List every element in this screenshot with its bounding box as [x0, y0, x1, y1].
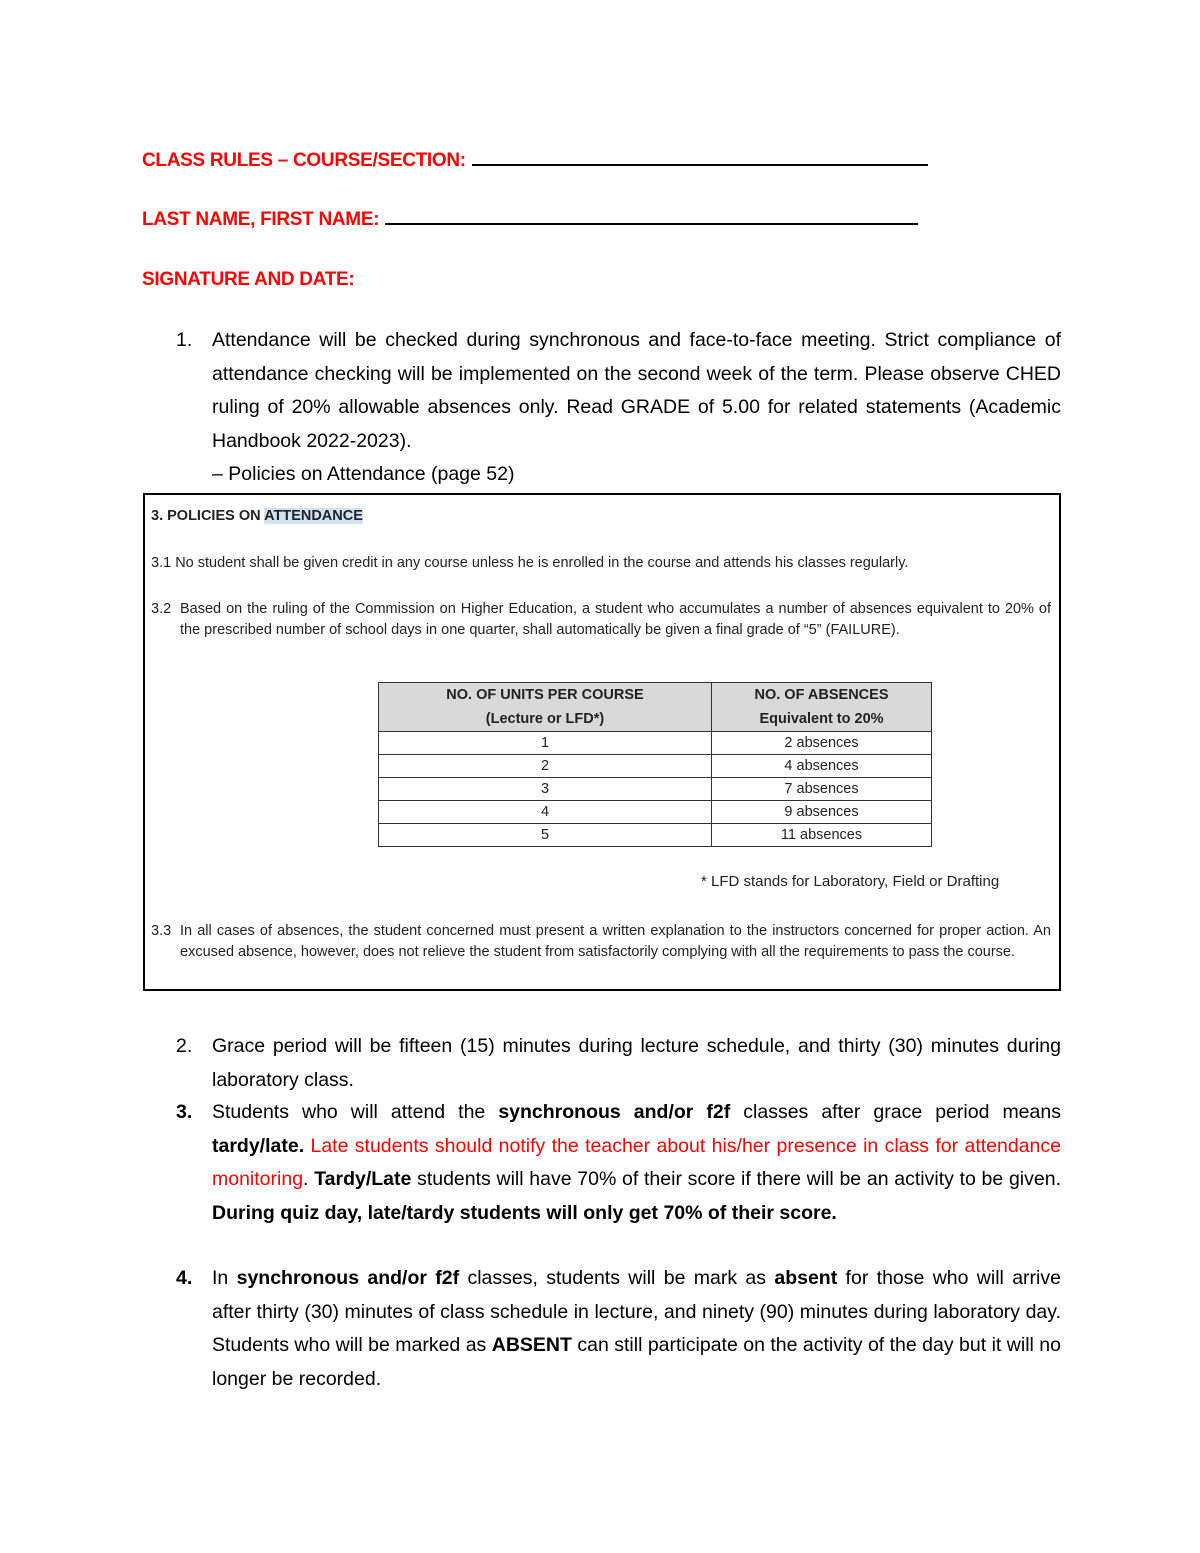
rule-2-text: Grace period will be fifteen (15) minutes during lecture schedule, and thirty (30) minutes during laboratory class.: [212, 1035, 1061, 1091]
absences-header-line2: Equivalent to 20%: [759, 711, 884, 727]
rule-1: [176, 324, 1061, 492]
absences-cell: 9 absences: [712, 801, 932, 824]
rule-3-number: 3.: [176, 1101, 193, 1123]
rule-4-part: In: [212, 1267, 237, 1289]
absences-cell: 11 absences: [712, 824, 932, 847]
rule-3: [176, 1096, 1061, 1230]
absences-header-line1: NO. OF ABSENCES: [754, 687, 889, 703]
course-section-blank[interactable]: [472, 146, 928, 166]
policy-3-1-number: 3.1: [151, 555, 172, 571]
course-section-field: [142, 146, 928, 172]
policy-3-2: [151, 599, 1051, 640]
policy-3-2-text: Based on the ruling of the Commission on Higher Education, a student who accumulates a number of absences equivalent to 20% of the prescribed number of school days in one quarter, shall automatically be given a final grade of “5” (FAILURE).: [180, 601, 1051, 638]
rule-3-red-notice: Late students should notify the teacher about his/her presence in class for attendance monitoring: [212, 1134, 1061, 1190]
name-field: [142, 205, 918, 231]
policy-heading-highlight: ATTENDANCE: [264, 508, 363, 524]
rule-3-bold-quiz: During quiz day, late/tardy students will only get 70% of their score.: [212, 1201, 837, 1224]
rule-2-number: 2.: [176, 1035, 193, 1057]
lfd-footnote: * LFD stands for Laboratory, Field or Drafting: [701, 873, 1000, 890]
attendance-policy-excerpt: [143, 493, 1061, 991]
rule-4-number: 4.: [176, 1267, 193, 1289]
rule-1-number: 1.: [176, 329, 193, 351]
absences-cell: 4 absences: [712, 755, 932, 778]
units-cell: 1: [379, 732, 712, 755]
policy-heading: [151, 506, 363, 527]
rule-3-part: students will have 70% of their score if there will be an activity to be given.: [411, 1168, 1061, 1190]
policy-3-1: [151, 553, 1041, 574]
policy-3-2-number: 3.2: [151, 601, 172, 617]
rule-4-bold-absent-caps: ABSENT: [491, 1334, 572, 1356]
absences-table: [378, 682, 932, 847]
rule-1-text: Attendance will be checked during synchronous and face-to-face meeting. Strict compliance of attendance checking will be implemented on the second week of the term. Please observe CHED ruling of 20% allowable absences only. Read GRADE of 5.00 for related statements (Academic Handbook 2022-2023).: [212, 329, 1061, 452]
units-header-line1: NO. OF UNITS PER COURSE: [446, 687, 644, 703]
rule-3-bold-mode: synchronous and/or f2f: [498, 1101, 731, 1123]
absences-column-header: [712, 683, 932, 732]
signature-field: [142, 269, 354, 291]
policy-heading-prefix: 3. POLICIES ON: [151, 508, 265, 524]
table-row: [379, 778, 932, 801]
policy-3-3-number: 3.3: [151, 923, 172, 939]
rule-3-bold-tardy-late: Tardy/Late: [314, 1168, 412, 1190]
units-cell: 5: [379, 824, 712, 847]
rule-2: [176, 1030, 1061, 1097]
rule-4-part: for those who will arrive after thirty (30) minutes of class schedule in lecture, and ninety (90) minutes during laboratory day. Students who will be marked as: [212, 1267, 1061, 1356]
units-header-line2: (Lecture or LFD*): [485, 711, 605, 727]
rule-4: [176, 1262, 1061, 1396]
rule-3-part: .: [303, 1168, 315, 1190]
table-row: [379, 824, 932, 847]
policy-3-3-text: In all cases of absences, the student concerned must present a written explanation to the instructors concerned for proper action. An excused absence, however, does not relieve the student from satisfactorily complying with all the requirements to pass the course.: [180, 923, 1051, 960]
absences-cell: 2 absences: [712, 732, 932, 755]
course-section-label: CLASS RULES – COURSE/SECTION:: [142, 150, 466, 171]
units-cell: 3: [379, 778, 712, 801]
rule-4-part: classes, students will be mark as: [459, 1267, 775, 1289]
policy-3-3: [151, 921, 1051, 962]
table-row: [379, 755, 932, 778]
table-row: [379, 801, 932, 824]
rule-4-bold-mode: synchronous and/or f2f: [236, 1267, 460, 1289]
rule-4-bold-absent: absent: [774, 1267, 838, 1289]
rule-3-part: Students who will attend the: [212, 1101, 499, 1123]
name-label: LAST NAME, FIRST NAME:: [142, 209, 380, 230]
table-row: [379, 732, 932, 755]
units-cell: 2: [379, 755, 712, 778]
units-column-header: [379, 683, 712, 732]
absences-cell: 7 absences: [712, 778, 932, 801]
name-blank[interactable]: [385, 205, 918, 225]
rule-3-text: [212, 1096, 1061, 1230]
rule-3-part: classes after grace period means: [730, 1101, 1061, 1123]
rule-1-reference: – Policies on Attendance (page 52): [212, 463, 515, 485]
signature-label: SIGNATURE AND DATE:: [142, 269, 355, 290]
rule-4-part: can still participate on the activity of the day but it will no longer be recorded.: [212, 1334, 1061, 1390]
rule-4-text: [212, 1262, 1061, 1396]
rule-3-bold-tardy: tardy/late.: [212, 1134, 305, 1157]
policy-3-1-text: No student shall be given credit in any course unless he is enrolled in the course and attends his classes regularly.: [175, 555, 909, 571]
units-cell: 4: [379, 801, 712, 824]
